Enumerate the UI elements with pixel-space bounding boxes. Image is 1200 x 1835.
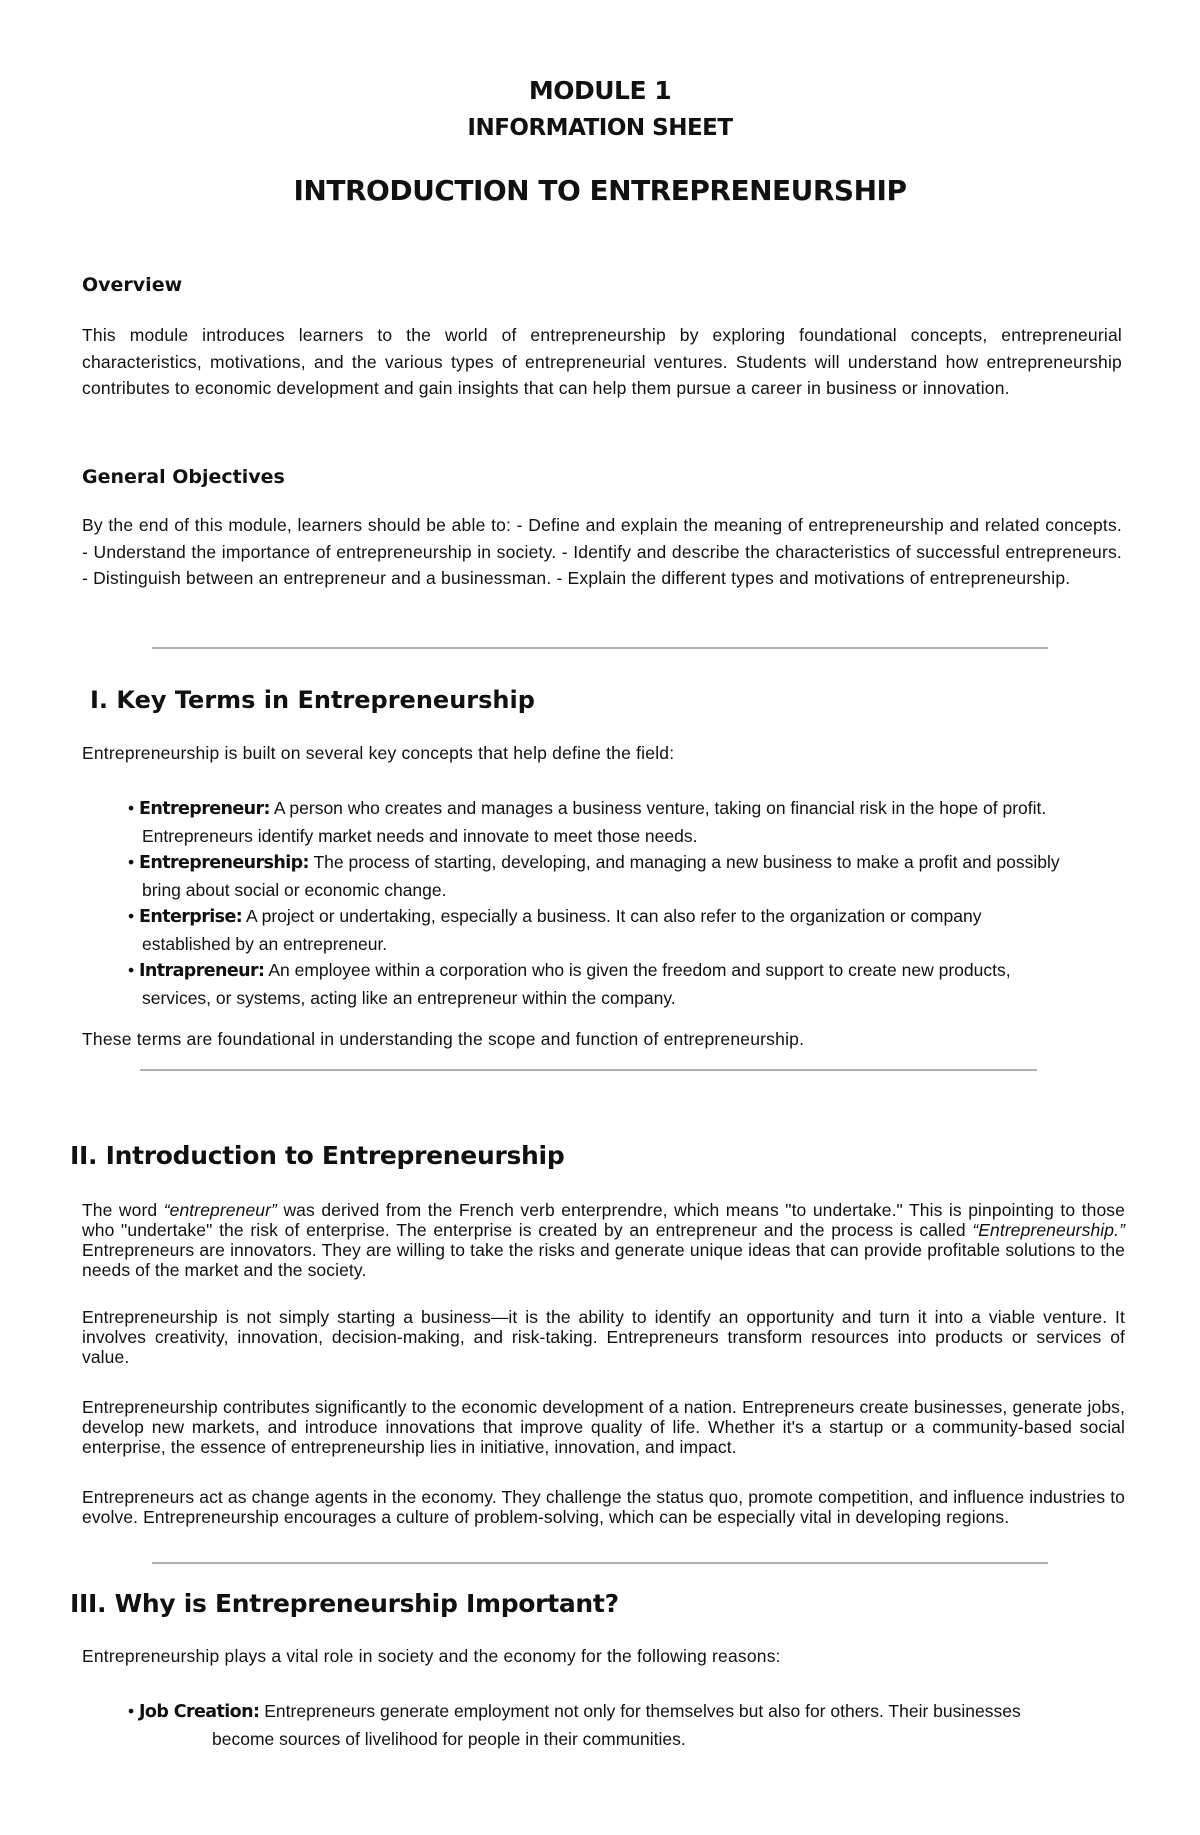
importance-list [128,1698,1098,1752]
list-item [128,795,1098,849]
objectives-heading: General Objectives [82,466,285,488]
term-label: Job Creation: [139,1702,260,1722]
term-definition-cont: bring about social or economic change. [142,879,447,900]
list-item [128,957,1098,1011]
bullet: • [128,1701,135,1721]
term-label: Enterprise: [139,907,243,927]
term-label: Entrepreneur: [139,799,270,819]
intro-paragraph-2: Entrepreneurship is not simply starting a business—it is the ability to identify an opportunity and turn it into a viable venture. It involves creativity, innovation, decision-making, and risk-taking. Entrepreneurs transform resources into products or services of value. [82,1307,1125,1367]
emphasis: “entrepreneur” [163,1200,277,1220]
bullet: • [128,798,135,818]
intro-paragraph-3: Entrepreneurship contributes significantly to the economic development of a nation. Entrepreneurs create businesses, generate jobs, develop new markets, and introduce innovations that improve quality of life. Whether it's a startup or a community-based social enterprise, the essence of entrepreneurship lies in initiative, innovation, and impact. [82,1397,1125,1457]
overview-heading: Overview [82,274,183,296]
key-terms-list [128,795,1098,1011]
overview-text: This module introduces learners to the world of entrepreneurship by exploring foundational concepts, entrepreneurial characteristics, motivations, and the various types of entrepreneurial ventures. Students will understand how entrepreneurship contributes to economic development and gain insights that can help them pursue a career in business or innovation. [82,325,1122,398]
term-definition-cont: established by an entrepreneur. [142,933,388,954]
term-label: Intrapreneur: [139,961,265,981]
text-run: was derived from the French verb enterprendre, which means "to undertake." This is pinpointing to those who "undertake" the risk of enterprise. The enterprise is created by an entrepreneur and the process is called [82,1200,1125,1240]
intro-heading: II. Introduction to Entrepreneurship [70,1141,565,1170]
intro-paragraph-4: Entrepreneurs act as change agents in the economy. They challenge the status quo, promote competition, and influence industries to evolve. Entrepreneurship encourages a culture of problem-solving, which can be especially vital in developing regions. [82,1487,1125,1527]
key-terms-intro: Entrepreneurship is built on several key concepts that help define the field: [82,743,675,763]
list-item [128,1698,1098,1752]
key-terms-outro: These terms are foundational in understanding the scope and function of entrepreneurship. [82,1029,805,1049]
term-definition-cont: Entrepreneurs identify market needs and innovate to meet those needs. [142,825,698,846]
intro-paragraph-1 [82,1200,1125,1280]
divider [152,647,1048,649]
key-terms-heading: I. Key Terms in Entrepreneurship [90,686,535,714]
bullet: • [128,906,135,926]
module-label: MODULE 1 [528,76,672,105]
term-definition-cont: services, or systems, acting like an entrepreneur within the company. [142,987,676,1008]
list-item [128,849,1098,903]
term-label: Entrepreneurship: [139,853,309,873]
term-definition: A project or undertaking, especially a business. It can also refer to the organization or company [242,906,982,926]
importance-heading: III. Why is Entrepreneurship Important? [70,1589,619,1618]
objectives-text: By the end of this module, learners should be able to: - Define and explain the meaning of entrepreneurship and related concepts. - Understand the importance of entrepreneurship in society. - Identify and describe the characteristics of successful entrepreneurs. - Distinguish between an entrepreneur and a businessman. - Explain the different types and motivations of entrepreneurship. [82,515,1122,588]
divider [140,1069,1037,1071]
sheet-label: INFORMATION SHEET [467,115,733,141]
emphasis: “Entrepreneurship.” [972,1220,1125,1240]
importance-intro: Entrepreneurship plays a vital role in society and the economy for the following reasons: [82,1646,781,1666]
term-definition: An employee within a corporation who is given the freedom and support to create new products, [264,960,1011,980]
bullet: • [128,960,135,980]
bullet: • [128,852,135,872]
term-definition: The process of starting, developing, and managing a new business to make a profit and possibly [308,852,1060,872]
term-definition: A person who creates and manages a business venture, taking on financial risk in the hope of profit. [269,798,1047,818]
page-title: INTRODUCTION TO ENTREPRENEURSHIP [293,174,907,207]
list-item [128,903,1098,957]
term-definition: Entrepreneurs generate employment not only for themselves but also for others. Their businesses [259,1701,1021,1721]
divider [152,1562,1048,1564]
text-run: Entrepreneurs are innovators. They are willing to take the risks and generate unique ideas that can provide profitable solutions to the needs of the market and the society. [82,1240,1125,1280]
term-definition-cont: become sources of livelihood for people in their communities. [212,1728,686,1749]
text-run: The word [82,1200,164,1220]
